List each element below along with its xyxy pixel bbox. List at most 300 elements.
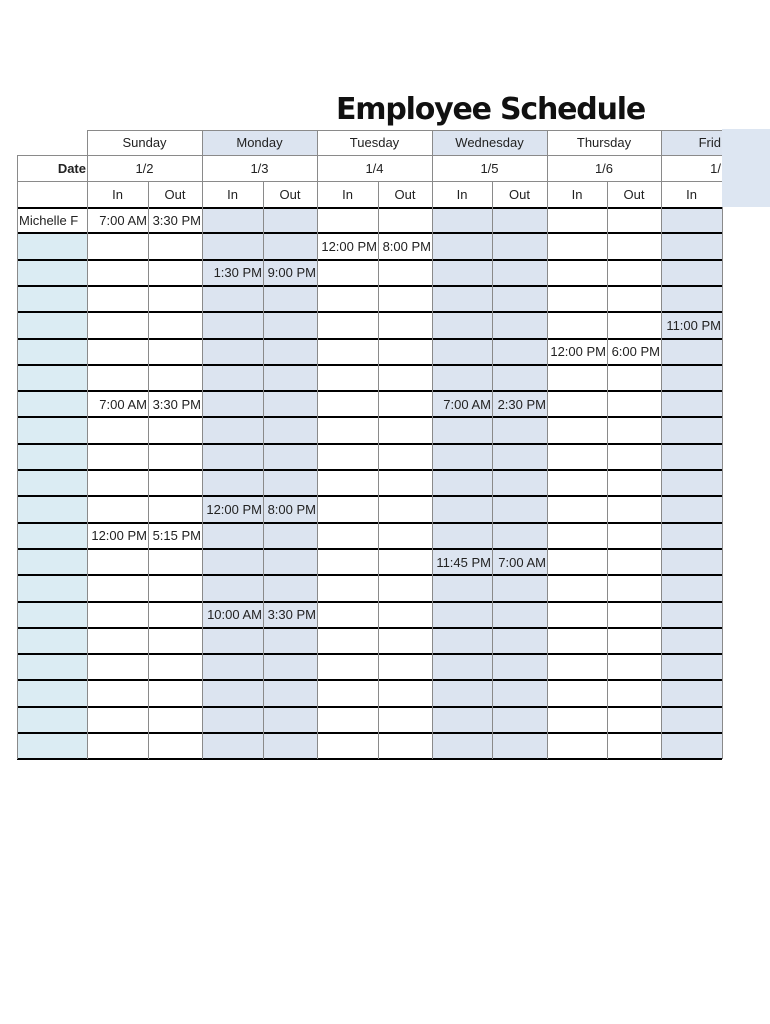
time-out-cell[interactable] — [607, 417, 661, 443]
time-in-cell[interactable] — [87, 286, 148, 312]
row-border — [17, 416, 722, 418]
time-out-cell[interactable] — [263, 312, 317, 338]
time-in-cell[interactable] — [547, 602, 607, 628]
time-in-cell[interactable] — [202, 444, 263, 470]
time-in-cell[interactable] — [547, 654, 607, 680]
out-label: Out — [279, 186, 301, 202]
time-in-cell[interactable] — [317, 470, 378, 496]
in-label: In — [342, 186, 353, 202]
time-in-cell[interactable] — [317, 312, 378, 338]
time-in-cell[interactable] — [202, 207, 263, 233]
time-in-cell[interactable] — [661, 207, 722, 233]
time-in-cell[interactable] — [661, 365, 722, 391]
time-in-cell[interactable]: 11:45 PM — [436, 554, 491, 570]
time-out-cell[interactable] — [263, 628, 317, 654]
time-out-cell[interactable] — [607, 680, 661, 706]
row-border — [17, 679, 722, 681]
time-out-cell[interactable] — [492, 680, 547, 706]
row-border — [17, 232, 722, 234]
time-in-cell[interactable] — [87, 707, 148, 733]
employee-name-cell[interactable] — [17, 628, 87, 654]
day-date-2: 1/4 — [365, 160, 384, 176]
time-in-cell[interactable]: 7:00 AM — [99, 396, 147, 412]
time-out-cell[interactable] — [378, 417, 432, 443]
time-in-cell[interactable] — [317, 417, 378, 443]
time-in-cell[interactable] — [547, 286, 607, 312]
time-in-cell[interactable] — [547, 417, 607, 443]
time-out-cell[interactable] — [263, 233, 317, 259]
time-in-cell[interactable] — [547, 365, 607, 391]
time-in-cell[interactable] — [202, 707, 263, 733]
time-out-cell[interactable]: 2:30 PM — [497, 396, 546, 412]
time-out-cell[interactable] — [607, 602, 661, 628]
time-out-cell[interactable] — [148, 312, 202, 338]
time-in-cell[interactable] — [547, 680, 607, 706]
page-title: Employee Schedule — [336, 92, 645, 127]
time-out-cell[interactable] — [263, 286, 317, 312]
day-header-1: Monday — [236, 135, 283, 150]
time-in-cell[interactable] — [432, 733, 492, 759]
time-out-cell[interactable] — [148, 602, 202, 628]
time-in-cell[interactable] — [432, 680, 492, 706]
time-out-cell[interactable] — [263, 207, 317, 233]
time-out-cell[interactable]: 5:15 PM — [152, 528, 201, 544]
time-in-cell[interactable] — [547, 233, 607, 259]
time-in-cell[interactable] — [317, 365, 378, 391]
col-border — [263, 181, 264, 759]
time-in-cell[interactable] — [432, 523, 492, 549]
time-in-cell[interactable] — [202, 312, 263, 338]
time-out-cell[interactable] — [148, 654, 202, 680]
time-out-cell[interactable] — [263, 654, 317, 680]
time-out-cell[interactable]: 6:00 PM — [611, 344, 660, 360]
employee-name-cell[interactable] — [17, 707, 87, 733]
time-in-cell[interactable] — [547, 207, 607, 233]
employee-name-cell[interactable] — [17, 523, 87, 549]
time-in-cell[interactable] — [661, 549, 722, 575]
time-out-cell[interactable] — [148, 628, 202, 654]
header-day-border — [17, 155, 770, 156]
time-out-cell[interactable] — [607, 549, 661, 575]
time-out-cell[interactable]: 3:30 PM — [152, 212, 201, 228]
time-out-cell[interactable] — [148, 733, 202, 759]
time-in-cell[interactable] — [661, 339, 722, 365]
time-in-cell[interactable] — [317, 496, 378, 522]
day-header-5: Frid — [698, 135, 721, 150]
time-in-cell[interactable] — [202, 523, 263, 549]
time-in-cell[interactable]: 12:00 PM — [91, 528, 147, 544]
time-in-cell[interactable] — [661, 233, 722, 259]
time-in-cell[interactable] — [432, 312, 492, 338]
out-label: Out — [394, 186, 416, 202]
time-in-cell[interactable] — [317, 260, 378, 286]
time-out-cell[interactable] — [378, 602, 432, 628]
time-out-cell[interactable] — [607, 575, 661, 601]
time-in-cell[interactable] — [202, 391, 263, 417]
time-in-cell[interactable] — [661, 260, 722, 286]
time-out-cell[interactable] — [492, 365, 547, 391]
time-out-cell[interactable] — [492, 628, 547, 654]
time-in-cell[interactable] — [432, 207, 492, 233]
day-date-1: 1/3 — [250, 160, 269, 176]
row-border — [17, 259, 722, 261]
time-out-cell[interactable] — [492, 260, 547, 286]
time-in-cell[interactable] — [317, 707, 378, 733]
time-out-cell[interactable] — [607, 654, 661, 680]
time-out-cell[interactable] — [607, 628, 661, 654]
time-in-cell[interactable]: 12:00 PM — [206, 501, 262, 517]
time-out-cell[interactable] — [607, 391, 661, 417]
employee-name-cell[interactable] — [17, 365, 87, 391]
time-out-cell[interactable] — [263, 575, 317, 601]
row-border — [17, 364, 722, 366]
row-border — [17, 495, 722, 497]
time-in-cell[interactable] — [87, 312, 148, 338]
time-in-cell[interactable]: 10:00 AM — [207, 607, 262, 623]
time-out-cell[interactable] — [378, 286, 432, 312]
time-out-cell[interactable] — [263, 733, 317, 759]
time-out-cell[interactable] — [492, 470, 547, 496]
employee-name-cell[interactable] — [17, 733, 87, 759]
time-in-cell[interactable] — [317, 680, 378, 706]
row-border — [17, 627, 722, 629]
time-in-cell[interactable]: 12:00 PM — [321, 238, 377, 254]
employee-name-cell[interactable] — [17, 602, 87, 628]
time-in-cell[interactable] — [87, 444, 148, 470]
date-label: Date — [57, 160, 86, 176]
row-border — [17, 522, 722, 524]
out-label: Out — [164, 186, 186, 202]
time-out-cell[interactable]: 8:00 PM — [267, 501, 316, 517]
time-in-cell[interactable] — [317, 628, 378, 654]
time-in-cell[interactable] — [202, 575, 263, 601]
time-out-cell[interactable] — [378, 312, 432, 338]
time-in-cell[interactable] — [547, 575, 607, 601]
time-in-cell[interactable] — [87, 365, 148, 391]
time-out-cell[interactable] — [378, 628, 432, 654]
time-out-cell[interactable] — [148, 444, 202, 470]
time-in-cell[interactable] — [661, 654, 722, 680]
time-in-cell[interactable]: 7:00 AM — [443, 396, 491, 412]
time-in-cell[interactable] — [87, 575, 148, 601]
time-out-cell[interactable] — [492, 312, 547, 338]
time-in-cell[interactable] — [661, 707, 722, 733]
time-out-cell[interactable] — [492, 286, 547, 312]
time-in-cell[interactable] — [432, 496, 492, 522]
employee-name-cell[interactable] — [17, 549, 87, 575]
time-in-cell[interactable] — [432, 654, 492, 680]
time-in-cell[interactable]: 12:00 PM — [550, 344, 606, 360]
day-date-3: 1/5 — [480, 160, 499, 176]
time-in-cell[interactable] — [547, 444, 607, 470]
time-in-cell[interactable] — [87, 733, 148, 759]
day-date-0: 1/2 — [135, 160, 154, 176]
time-out-cell[interactable] — [607, 365, 661, 391]
day-header-4: Thursday — [576, 135, 632, 150]
time-in-cell[interactable] — [317, 444, 378, 470]
employee-name-cell[interactable] — [17, 339, 87, 365]
time-out-cell[interactable] — [607, 523, 661, 549]
time-out-cell[interactable] — [607, 470, 661, 496]
time-in-cell[interactable] — [547, 707, 607, 733]
time-out-cell[interactable] — [607, 207, 661, 233]
row-border — [17, 285, 722, 287]
time-in-cell[interactable] — [202, 470, 263, 496]
day-header-3: Wednesday — [455, 135, 524, 150]
row-border — [17, 574, 722, 576]
time-out-cell[interactable] — [607, 733, 661, 759]
time-out-cell[interactable] — [378, 654, 432, 680]
time-in-cell[interactable]: 11:00 PM — [666, 317, 721, 333]
header-date-border — [17, 181, 770, 182]
row-border — [17, 601, 722, 603]
time-in-cell[interactable] — [87, 470, 148, 496]
time-in-cell[interactable] — [317, 286, 378, 312]
time-in-cell[interactable] — [432, 470, 492, 496]
time-in-cell[interactable] — [317, 207, 378, 233]
col-border — [492, 181, 493, 759]
time-in-cell[interactable] — [661, 417, 722, 443]
time-out-cell[interactable] — [263, 365, 317, 391]
time-in-cell[interactable] — [202, 233, 263, 259]
employee-name-cell[interactable] — [17, 575, 87, 601]
time-out-cell[interactable] — [378, 365, 432, 391]
time-out-cell[interactable] — [607, 707, 661, 733]
time-out-cell[interactable] — [492, 339, 547, 365]
time-out-cell[interactable] — [378, 339, 432, 365]
employee-name-cell[interactable]: Michelle F — [19, 212, 79, 228]
time-out-cell[interactable] — [263, 549, 317, 575]
time-in-cell[interactable] — [661, 496, 722, 522]
time-out-cell[interactable] — [607, 496, 661, 522]
time-in-cell[interactable] — [202, 417, 263, 443]
time-in-cell[interactable] — [432, 286, 492, 312]
time-out-cell[interactable] — [378, 391, 432, 417]
time-out-cell[interactable] — [378, 260, 432, 286]
time-in-cell[interactable] — [661, 444, 722, 470]
time-in-cell[interactable]: 7:00 AM — [99, 212, 147, 228]
time-out-cell[interactable] — [492, 523, 547, 549]
time-in-cell[interactable] — [661, 523, 722, 549]
employee-name-cell[interactable] — [17, 470, 87, 496]
time-in-cell[interactable] — [661, 470, 722, 496]
time-out-cell[interactable] — [607, 444, 661, 470]
time-in-cell[interactable] — [432, 233, 492, 259]
time-out-cell[interactable] — [378, 496, 432, 522]
time-in-cell[interactable] — [202, 654, 263, 680]
time-out-cell[interactable] — [492, 602, 547, 628]
time-in-cell[interactable] — [317, 602, 378, 628]
time-in-cell[interactable] — [661, 602, 722, 628]
employee-name-cell[interactable] — [17, 391, 87, 417]
in-label: In — [571, 186, 583, 202]
day-date-4: 1/6 — [594, 160, 614, 176]
time-out-cell[interactable] — [607, 312, 661, 338]
in-label: In — [112, 186, 123, 202]
time-in-cell[interactable] — [87, 233, 148, 259]
time-in-cell[interactable] — [432, 707, 492, 733]
time-out-cell[interactable] — [148, 575, 202, 601]
time-out-cell[interactable] — [378, 680, 432, 706]
time-in-cell[interactable] — [202, 733, 263, 759]
in-label: In — [686, 186, 697, 202]
time-out-cell[interactable] — [378, 470, 432, 496]
time-in-cell[interactable] — [432, 417, 492, 443]
time-in-cell[interactable] — [87, 680, 148, 706]
employee-name-cell[interactable] — [17, 680, 87, 706]
time-in-cell[interactable] — [87, 496, 148, 522]
row-border — [17, 443, 722, 445]
time-in-cell[interactable] — [547, 470, 607, 496]
in-label: In — [227, 186, 238, 202]
time-in-cell[interactable] — [87, 260, 148, 286]
time-in-cell[interactable] — [202, 365, 263, 391]
time-out-cell[interactable] — [607, 260, 661, 286]
col-border — [317, 130, 318, 759]
employee-name-cell[interactable] — [17, 417, 87, 443]
time-out-cell[interactable] — [148, 707, 202, 733]
row-border — [17, 706, 722, 708]
time-out-cell[interactable]: 3:30 PM — [267, 607, 316, 623]
row-border — [17, 469, 722, 471]
employee-name-cell[interactable] — [17, 444, 87, 470]
time-out-cell[interactable] — [492, 496, 547, 522]
time-in-cell[interactable] — [547, 549, 607, 575]
time-out-cell[interactable] — [378, 733, 432, 759]
time-out-cell[interactable]: 7:00 AM — [498, 554, 546, 570]
time-in-cell[interactable] — [432, 260, 492, 286]
time-in-cell[interactable] — [661, 680, 722, 706]
time-out-cell[interactable] — [148, 496, 202, 522]
time-in-cell[interactable] — [547, 628, 607, 654]
time-out-cell[interactable] — [492, 733, 547, 759]
time-in-cell[interactable]: 1:30 PM — [213, 265, 262, 281]
time-out-cell[interactable] — [492, 444, 547, 470]
time-out-cell[interactable] — [148, 339, 202, 365]
time-out-cell[interactable] — [378, 575, 432, 601]
time-in-cell[interactable] — [87, 654, 148, 680]
time-in-cell[interactable] — [432, 628, 492, 654]
time-out-cell[interactable] — [263, 470, 317, 496]
time-in-cell[interactable] — [87, 339, 148, 365]
time-out-cell[interactable] — [263, 417, 317, 443]
time-out-cell[interactable] — [148, 233, 202, 259]
day-date-5: 1/ — [710, 160, 721, 176]
time-in-cell[interactable] — [432, 575, 492, 601]
time-out-cell[interactable] — [378, 523, 432, 549]
time-in-cell[interactable] — [317, 523, 378, 549]
employee-name-cell[interactable] — [17, 496, 87, 522]
row-border — [17, 732, 722, 734]
time-in-cell[interactable] — [317, 654, 378, 680]
time-in-cell[interactable] — [202, 286, 263, 312]
time-in-cell[interactable] — [317, 549, 378, 575]
employee-name-cell[interactable] — [17, 233, 87, 259]
time-out-cell[interactable] — [263, 391, 317, 417]
employee-name-cell[interactable] — [17, 654, 87, 680]
time-out-cell[interactable]: 3:30 PM — [152, 396, 201, 412]
time-out-cell[interactable] — [263, 707, 317, 733]
row-border — [17, 311, 722, 313]
time-out-cell[interactable] — [378, 207, 432, 233]
time-in-cell[interactable] — [202, 549, 263, 575]
time-out-cell[interactable] — [148, 470, 202, 496]
time-out-cell[interactable] — [148, 680, 202, 706]
time-out-cell[interactable] — [378, 707, 432, 733]
time-in-cell[interactable] — [547, 260, 607, 286]
time-in-cell[interactable] — [317, 339, 378, 365]
time-out-cell[interactable] — [263, 523, 317, 549]
time-in-cell[interactable] — [432, 339, 492, 365]
time-out-cell[interactable] — [607, 233, 661, 259]
time-out-cell[interactable] — [492, 417, 547, 443]
time-out-cell[interactable] — [492, 575, 547, 601]
time-out-cell[interactable] — [378, 444, 432, 470]
time-out-cell[interactable] — [148, 260, 202, 286]
time-out-cell[interactable] — [148, 549, 202, 575]
time-in-cell[interactable] — [432, 444, 492, 470]
time-out-cell[interactable] — [263, 444, 317, 470]
time-out-cell[interactable] — [148, 286, 202, 312]
in-label: In — [456, 186, 468, 202]
time-in-cell[interactable] — [87, 602, 148, 628]
time-in-cell[interactable] — [547, 312, 607, 338]
time-out-cell[interactable] — [263, 680, 317, 706]
time-in-cell[interactable] — [547, 391, 607, 417]
time-out-cell[interactable] — [492, 207, 547, 233]
time-in-cell[interactable] — [87, 417, 148, 443]
time-out-cell[interactable] — [492, 233, 547, 259]
employee-name-cell[interactable] — [17, 312, 87, 338]
time-in-cell[interactable] — [317, 575, 378, 601]
time-in-cell[interactable] — [661, 628, 722, 654]
row-border — [17, 390, 722, 392]
time-in-cell[interactable] — [547, 496, 607, 522]
time-in-cell[interactable] — [547, 733, 607, 759]
time-out-cell[interactable] — [378, 549, 432, 575]
col-border — [148, 181, 149, 759]
time-in-cell[interactable] — [202, 339, 263, 365]
employee-name-cell[interactable] — [17, 260, 87, 286]
time-out-cell[interactable] — [607, 286, 661, 312]
time-out-cell[interactable] — [492, 654, 547, 680]
time-out-cell[interactable] — [148, 417, 202, 443]
col-border — [87, 130, 88, 759]
time-out-cell[interactable] — [148, 365, 202, 391]
time-out-cell[interactable]: 8:00 PM — [382, 238, 431, 254]
time-in-cell[interactable] — [317, 391, 378, 417]
time-in-cell[interactable] — [202, 628, 263, 654]
time-in-cell[interactable] — [432, 365, 492, 391]
out-label: Out — [509, 186, 530, 202]
time-in-cell[interactable] — [661, 391, 722, 417]
time-in-cell[interactable] — [661, 286, 722, 312]
time-in-cell[interactable] — [87, 549, 148, 575]
time-in-cell[interactable] — [432, 602, 492, 628]
employee-name-cell[interactable] — [17, 286, 87, 312]
time-out-cell[interactable]: 9:00 PM — [267, 265, 316, 281]
time-in-cell[interactable] — [661, 575, 722, 601]
time-in-cell[interactable] — [661, 733, 722, 759]
time-out-cell[interactable] — [263, 339, 317, 365]
time-in-cell[interactable] — [87, 628, 148, 654]
col-border — [378, 181, 379, 759]
time-out-cell[interactable] — [492, 707, 547, 733]
time-in-cell[interactable] — [547, 523, 607, 549]
time-in-cell[interactable] — [317, 733, 378, 759]
header-overlay — [722, 129, 770, 207]
time-in-cell[interactable] — [202, 680, 263, 706]
